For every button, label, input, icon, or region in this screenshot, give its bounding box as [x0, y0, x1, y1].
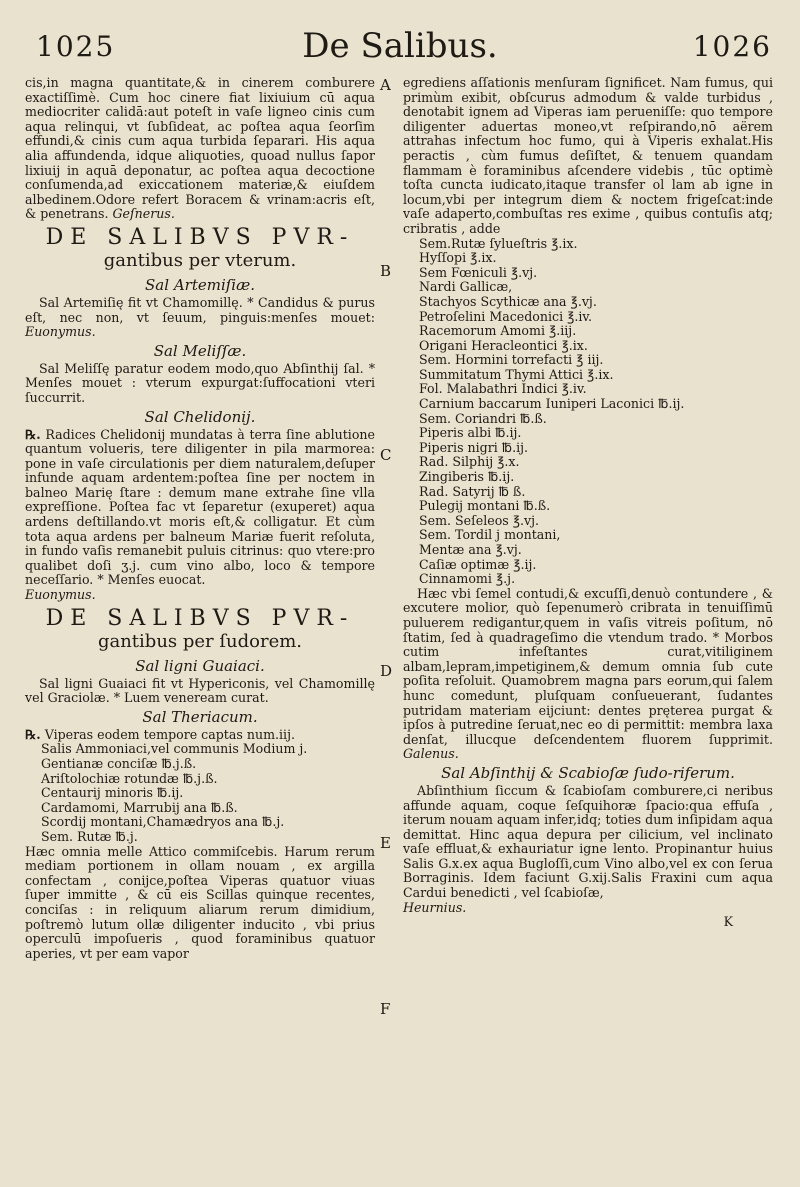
recipe-line: Salis Ammoniaci,vel communis Modium j. [41, 741, 308, 757]
recipe-line: Pulegij montani ℔.ß. [419, 498, 551, 514]
recipe-line: Cinnamomi ℥.j. [419, 571, 516, 587]
recipe-line: Origani Heracleontici ℥.ix. [419, 337, 588, 353]
margin-letter-f: F [380, 1000, 391, 1018]
entry-text-absinthium: Abſinthium ſiccum & ſcabioſam comburere,ci neribus affunde aquam, coque ſeſquihoræ ſpacio:qua effuſa , iterum nouam aquam infer,idq; toties dum inſipidam aqua demittat. Hinc aqua depura per cilicium, vel inclinato vaſe effluat,& exhauriatur igne lento. Propinantur huius Salis G.x.ex aqua Bugloſſi,cum Vino albo,vel ex con ſerua Borraginis. Idem faciunt G.xij.Salis Fraxini cum aqua Cardui benedicti , vel ſcabioſæ, [403, 782, 773, 901]
section-heading-purgantibus-uterum: DE SALIBVS PVR- [45, 224, 355, 250]
signature-mark: K [723, 914, 733, 930]
entry-title-absinthium: Sal Abſinthij & Scabioſæ ſudo-riferum. [441, 763, 735, 782]
margin-letter-a: A [380, 76, 391, 94]
recipe-line: Stachyos Scythicæ ana ℥.vj. [419, 293, 597, 309]
recipe-line: Racemorum Amomi ℥.iij. [419, 323, 577, 339]
recipe-line: Piperis albi ℔.ij. [419, 425, 522, 441]
running-title: De Salibus. [302, 26, 498, 66]
recipe-line: Cardamomi, Marrubij ana ℔.ß. [41, 799, 238, 815]
entry-title-chelidonium: Sal Chelidonij. [144, 407, 256, 426]
entry-text-theriacum-usage: Hæc vbi ſemel contudi,& excuſſi,denuò contundere , & excutere molior, quò ſepenumerò cribrata in tenuiſſimū puluerem redigantur,quem in vaſis vitreis poſitum, nō ſtatim, ſed à quadrageſimo die vtendum trado. * Morbos cutim infeſtantes curat,vitiliginem albam,lepram,impetiginem,& demum omnia ſub cute poſita reſoluit. Quamobrem magna pars eorum,qui ſalem hunc comedunt, pluſquam conſueuerant, ſudantes putridam materiam eijciunt: dentes pręterea purgat & ipſos à putredine ſeruat,nec eo di permittit: membra laxa denſat, illucque deſcendentem fluorem ſupprimit. Galenus. [403, 585, 773, 762]
source-citation: Geſnerus. [112, 206, 175, 222]
entry-title-guaiacum: Sal ligni Guaiaci. [135, 656, 265, 675]
section-heading-purgantibus-sudorem: DE SALIBVS PVR- [45, 605, 355, 631]
recipe-line: Sem. Tordil j montani, [419, 527, 561, 543]
recipe-line: Sem. Seſeleos ℥.vj. [419, 512, 540, 528]
recipe-line: Sem. Rutæ ℔.j. [41, 828, 138, 844]
recipe-list-ingredients [403, 237, 773, 587]
recipe-line: ℞. Viperas eodem tempore captas num.iij. [25, 726, 295, 742]
section-subheading: gantibus per vterum. [103, 249, 297, 271]
recipe-line: Petroſelini Macedonici ℥.iv. [419, 308, 593, 324]
recipe-line: Sem. Coriandri ℔.ß. [419, 410, 547, 426]
recipe-line: Gentianæ conciſæ ℔.j.ß. [41, 756, 197, 771]
recipe-line: Sem. Hormini torrefacti ℥ iij. [419, 352, 604, 368]
source-citation: Galenus. [403, 746, 459, 762]
recipe-line: Nardi Gallicæ, [419, 279, 513, 295]
margin-letter-b: B [380, 262, 392, 280]
recipe-sign: ℞. [25, 726, 41, 742]
recipe-line: Fol. Malabathri Indici ℥.iv. [419, 381, 587, 397]
recipe-line: Summitatum Thymi Attici ℥.ix. [419, 366, 614, 382]
page-number-right: 1026 [692, 30, 772, 63]
recipe-line: Centaurij minoris ℔.ij. [41, 785, 184, 801]
entry-title-artemisia: Sal Artemiſiæ. [145, 275, 255, 294]
recipe-list-theriacum [25, 728, 375, 845]
entry-text-artemisia: Sal Artemiſię fit vt Chamomillę. * Candidus & purus eſt, nec non, vt ſeuum, pinguis:menſes mouet: Euonymus. [25, 294, 375, 340]
margin-letter-c: C [380, 446, 392, 464]
entry-text-guaiacum: Sal ligni Guaiaci fit vt Hypericonis, vel Chamomillę vel Graciolæ. * Luem veneream curat. [25, 675, 375, 706]
page-number-left: 1025 [36, 30, 116, 63]
recipe-line: Carnium baccarum Iuniperi Laconici ℔.ij. [419, 396, 685, 412]
source-citation: Heurnius. [403, 899, 467, 915]
right-column [403, 76, 773, 930]
recipe-line: Caſiæ optimæ ℥.ij. [419, 556, 537, 572]
recipe-line: Rad. Silphij ℥.x. [419, 454, 520, 470]
running-header [0, 26, 800, 70]
entry-title-melissa: Sal Meliſſæ. [153, 341, 247, 360]
recipe-line: Piperis nigri ℔.ij. [419, 439, 529, 455]
recipe-line: Mentæ ana ℥.vj. [419, 542, 522, 557]
recipe-line: Rad. Satyrij ℔ ß. [419, 483, 526, 499]
recipe-line: Zingiberis ℔.ij. [419, 469, 515, 485]
entry-text-melissa: Sal Meliſſę paratur eodem modo,quo Abſinthij ſal. * Menſes mouet : vterum expurgat:ſuffocationi vteri ſuccurrit. [25, 360, 375, 405]
entry-text-theriacum: Hæc omnia melle Attico commiſcebis. Harum rerum mediam portionem in ollam nouam , ex argilla confectam , conijce,poſtea Viperas quatuor viuas ſuper immitte , & cū eis Scillas quinque recentes, conciſas : in reliquum aliarum rerum dimidium, poſtremò lutum ollæ diligenter inducito , vbi prius operculū impoſueris , quod foraminibus quatuor aperies, vt per eam vapor [25, 843, 375, 961]
entry-text-chelidonium: ℞. Radices Chelidonij mundatas à terra ſine ablutione quantum volueris, tere diligenter in pila marmorea: pone in vaſe circulationis per diem naturalem,deſuper infunde aquam ardentem:poſtea ſine per noctem in balneo Marię ſtare : demum mane extrahe ſine vlla expreſſione. Poſtea fac vt ſeparetur (exuperet) aqua ardens deſtillando.vt moris eſt,& colligatur. Et cùm tota aqua ardens per balneum Mariæ fuerit reſoluta, in fundo vaſis remanebit puluis citrinus: quo vtere:pro qualibet doſi ʒ.j. cum vino albo, loco & tempore neceſſario. * Menſes euocat. [25, 426, 375, 588]
recipe-line: Ariſtolochiæ rotundæ ℔.j.ß. [41, 770, 218, 786]
recipe-line: Scordij montani,Chamædryos ana ℔.j. [41, 814, 285, 830]
section-subheading: gantibus per ſudorem. [97, 630, 303, 652]
recipe-line: Sem.Rutæ ſylueſtris ℥.ix. [419, 235, 578, 251]
source-citation: Euonymus. [25, 587, 96, 603]
margin-letter-e: E [380, 834, 391, 852]
continuation-paragraph: egrediens aſſationis menſuram ſignificet. Nam fumus, qui primùm exibit, obſcurus admodum & valde turbidus , denotabit ignem ad Viperas iam perueniſſe: quo tempore diligenter aduertas moneo,vt reſpirando,nō aërem attrahas infectum hoc fumo, qui à Viperis exhalat.His peractis , cùm fumus deſiſtet, & tenuem quandam flammam è foraminibus aſcendere videbis , tūc optimè toſta cuncta iudicato,itaque transfer ol lam ab igne in locum,vbi per integrum diem & noctem frigeſcat:inde vaſe adaperto,combuſtas res exime , quibus contuſis atq; cribratis , adde [403, 75, 773, 236]
recipe-line: Hyſſopi ℥.ix. [419, 250, 497, 266]
intro-paragraph: cis,in magna quantitate,& in cinerem comburere exactiſſimè. Cum hoc cinere fiat lixiuium cū aqua mediocriter calidā:aut poteſt in vaſe ligneo cinis cum aqua relinqui, vt ſubſideat, ac poſtea aqua ſeorſim effundi,& cinis cum aqua turbida ſeparari. His aqua alia affundenda, idque aliquoties, quoad nullus ſapor lixiuij in aquā deponatur, ac poſtea aqua decoctione conſumenda,ad exiccationem materiæ,& eiuſdem albedinem.Odore refert Boracem & vrinam:acris eſt, & penetrans. Geſnerus. [25, 75, 375, 222]
recipe-sign: ℞. [25, 426, 41, 442]
left-column [25, 76, 375, 961]
entry-title-theriacum: Sal Theriacum. [142, 707, 258, 726]
margin-letter-d: D [380, 662, 393, 680]
recipe-line: Sem Fœniculi ℥.vj. [419, 264, 538, 280]
